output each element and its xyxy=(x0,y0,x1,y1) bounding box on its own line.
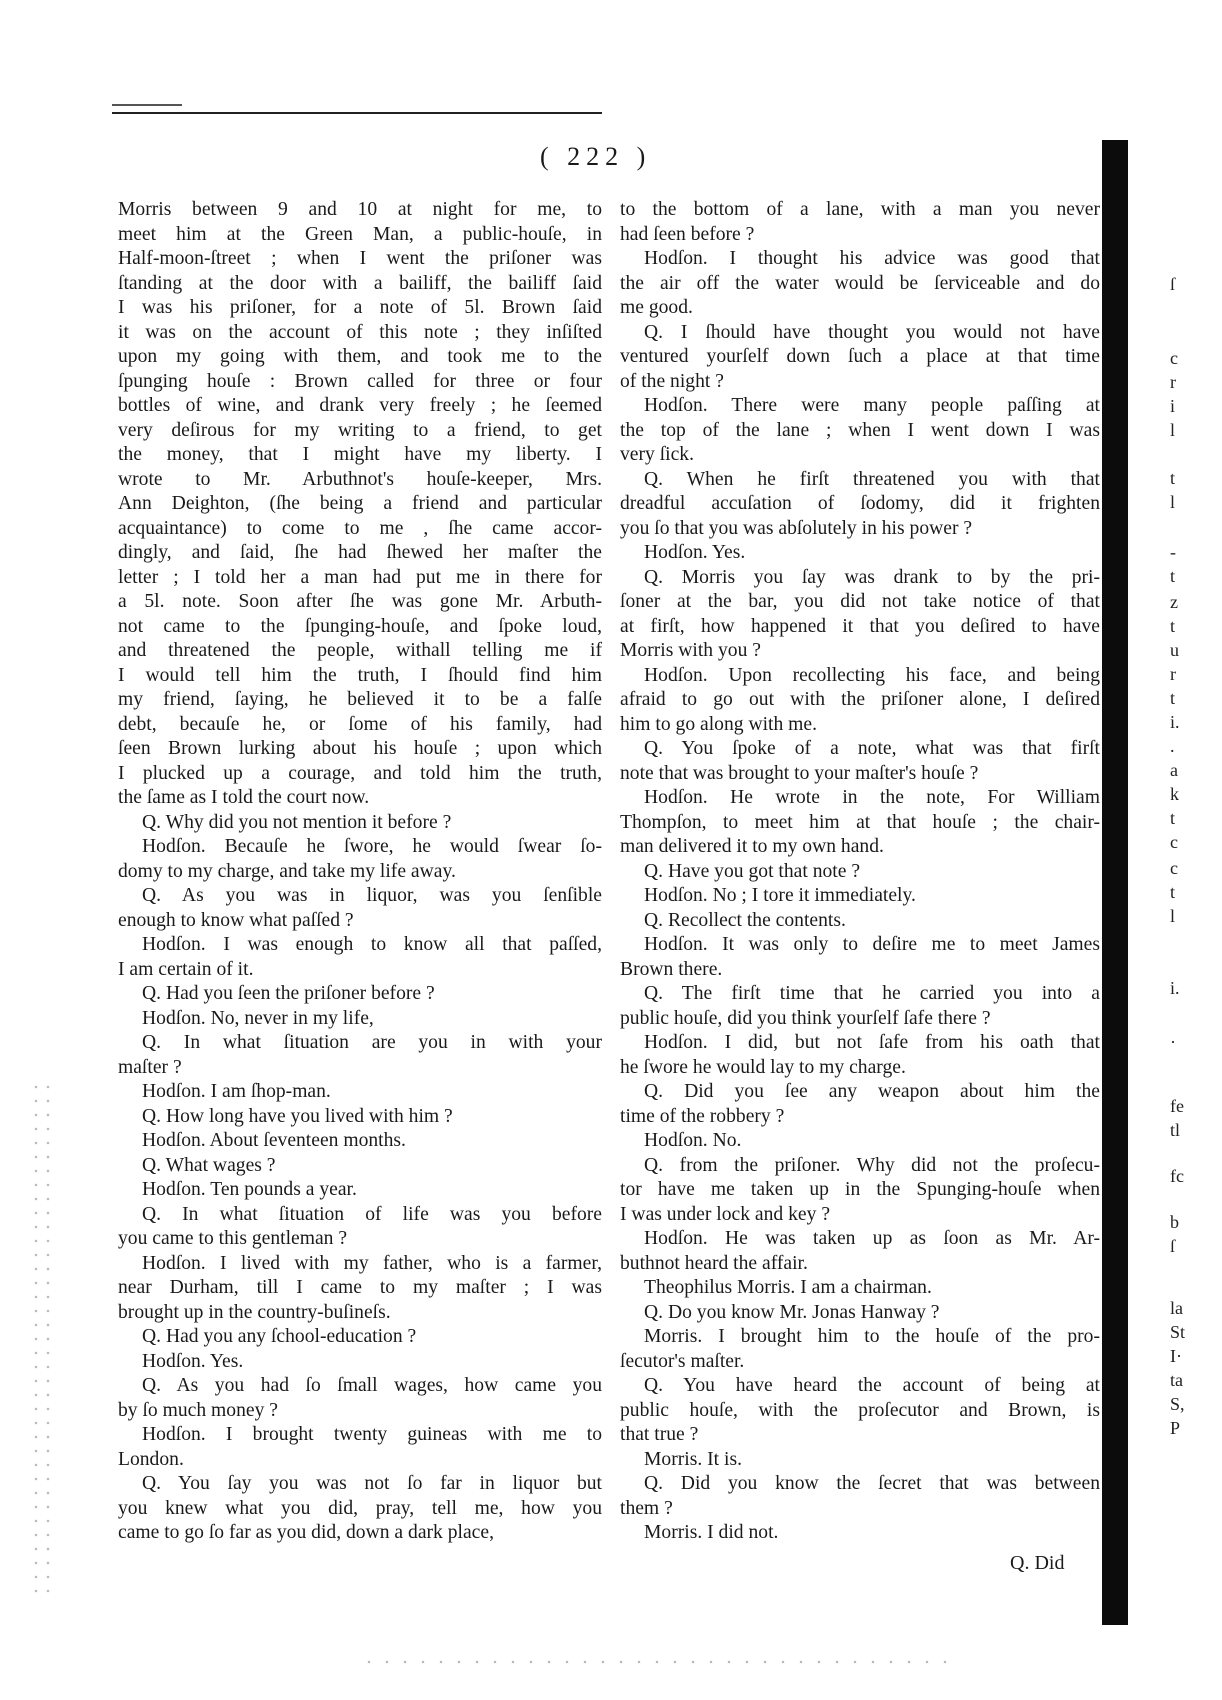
text-line: Hodſon. It was only to deſire me to meet James xyxy=(644,934,1100,955)
edge-fragment: - xyxy=(1170,542,1176,562)
edge-fragment: fe xyxy=(1170,1096,1184,1116)
edge-fragment: St xyxy=(1170,1322,1186,1342)
edge-fragment: r xyxy=(1170,372,1176,392)
text-line: very deſirous for my writing to a friend, to get xyxy=(118,419,602,441)
text-line: public houſe, did you think yourſelf ſafe there ? xyxy=(620,1007,991,1029)
edge-fragment: · xyxy=(1170,1032,1176,1052)
text-line: domy to my charge, and take my life away. xyxy=(118,860,456,882)
text-line: Hodſon. I was enough to know all that paſſed, xyxy=(142,934,602,955)
edge-fragment: S, xyxy=(1170,1394,1185,1414)
text-line: to the bottom of a lane, with a man you never xyxy=(620,199,1100,220)
text-line: had ſeen before ? xyxy=(620,223,755,245)
text-line: upon my going with them, and took me to the xyxy=(118,346,602,367)
text-line: my friend, ſaying, he believed it to be a falſe xyxy=(118,689,602,710)
text-line: letter ; I told her a man had put me in there for xyxy=(118,566,602,588)
text-line: Q. As you had ſo ſmall wages, how came you xyxy=(142,1375,602,1396)
text-line: Hodſon. Yes. xyxy=(644,542,746,563)
text-line: Q. Had you any ſchool-education ? xyxy=(142,1326,417,1347)
edge-fragment: . xyxy=(1170,736,1175,756)
text-line: maſter ? xyxy=(118,1056,182,1078)
edge-fragment: fc xyxy=(1170,1166,1184,1186)
text-line: a 5l. note. Soon after ſhe was gone Mr. Arbuth- xyxy=(118,591,602,612)
edge-fragment: b xyxy=(1170,1212,1179,1232)
text-line: me good. xyxy=(620,297,693,318)
text-line: Morris. I brought him to the houſe of the pro- xyxy=(644,1326,1100,1347)
text-line: Q. As you was in liquor, was you ſenſible xyxy=(142,885,602,906)
text-line: afraid to go out with the priſoner alone, I deſired xyxy=(620,689,1100,710)
text-line: Q. In what ſituation are you in with your xyxy=(142,1032,602,1053)
text-line: Hodſon. I brought twenty guineas with me to xyxy=(142,1424,602,1445)
edge-fragment: t xyxy=(1170,616,1176,636)
text-line: you knew what you did, pray, tell me, how you xyxy=(118,1497,602,1519)
text-line: Thompſon, to meet him at that houſe ; the chair- xyxy=(620,811,1100,833)
text-line: of the night ? xyxy=(620,370,724,392)
page-edge-shadow xyxy=(1102,140,1128,1625)
text-line: public houſe, with the proſecutor and Brown, is xyxy=(620,1399,1100,1421)
edge-fragment: t xyxy=(1170,566,1176,586)
text-line: not came to the ſpunging-houſe, and ſpoke loud, xyxy=(118,615,602,637)
text-line: you came to this gentleman ? xyxy=(118,1228,348,1249)
text-line: ſpunging houſe : Brown called for three or four xyxy=(118,370,602,392)
text-line: I was his priſoner, for a note of 5l. Brown ſaid xyxy=(118,297,602,318)
text-line: London. xyxy=(118,1448,184,1470)
text-line: came to go ſo far as you did, down a dark place, xyxy=(118,1522,494,1543)
text-line: Q. In what ſituation of life was you before xyxy=(142,1203,602,1225)
edge-fragment: c xyxy=(1170,348,1178,368)
text-line: tor have me taken up in the Spunging-houſe when xyxy=(620,1179,1100,1200)
text-line: the ſame as I told the court now. xyxy=(118,787,370,808)
text-line: buthnot heard the affair. xyxy=(620,1252,808,1274)
edge-fragment: P xyxy=(1170,1418,1181,1438)
text-line: Q. You ſay you was not ſo far in liquor but xyxy=(142,1473,602,1494)
text-line: Hodſon. Yes. xyxy=(142,1350,244,1372)
text-line: Hodſon. I lived with my father, who is a farmer, xyxy=(142,1252,602,1274)
edge-fragment: u xyxy=(1170,640,1179,660)
text-line: Hodſon. Upon recollecting his face, and being xyxy=(644,664,1100,686)
text-line: ſtanding at the door with a bailiff, the bailiff ſaid xyxy=(118,272,602,294)
edge-fragment: c xyxy=(1170,832,1178,852)
text-line: Morris. It is. xyxy=(644,1448,742,1470)
text-line: Hodſon. There were many people paſſing at xyxy=(644,395,1100,416)
edge-fragment: l xyxy=(1170,906,1176,926)
edge-fragment: k xyxy=(1170,784,1179,804)
edge-fragment: t xyxy=(1170,688,1176,708)
text-line: Q. Recollect the contents. xyxy=(644,909,846,931)
text-line: Ann Deighton, (ſhe being a friend and particular xyxy=(118,493,602,514)
text-line: and threatened the people, withall telling me if xyxy=(118,640,602,661)
header-rule xyxy=(112,112,602,114)
text-line: Half-moon-ſtreet ; when I went the priſoner was xyxy=(118,248,602,269)
text-line: Q. Did you know the ſecret that was between xyxy=(644,1473,1100,1494)
text-line: I was under lock and key ? xyxy=(620,1203,831,1225)
text-line: Q. You ſpoke of a note, what was that firſt xyxy=(644,738,1100,759)
text-line: enough to know what paſſed ? xyxy=(118,909,354,931)
edge-fragment: l xyxy=(1170,420,1176,440)
text-line: Morris between 9 and 10 at night for me, to xyxy=(118,199,602,220)
text-line: Morris. I did not. xyxy=(644,1522,779,1543)
edge-fragment: ſ xyxy=(1170,274,1176,294)
text-line: Q. Did you ſee any weapon about him the xyxy=(644,1081,1100,1102)
edge-fragment: l xyxy=(1170,492,1176,512)
text-line: I would tell him the truth, I ſhould find him xyxy=(118,664,602,686)
text-line: Q. How long have you lived with him ? xyxy=(142,1105,453,1127)
text-line: very ſick. xyxy=(620,444,694,465)
edge-fragment: tl xyxy=(1170,1120,1181,1140)
header-smudge xyxy=(112,104,182,106)
text-line: the money, that I might have my liberty. I xyxy=(118,444,602,465)
text-line: him to go along with me. xyxy=(620,713,818,735)
text-line: I plucked up a courage, and told him the truth, xyxy=(118,762,602,784)
text-line: the air off the water would be ſerviceable and do xyxy=(620,272,1100,294)
gutter-specks xyxy=(30,1080,54,1600)
text-line: I am certain of it. xyxy=(118,958,254,980)
text-line: Q. What wages ? xyxy=(142,1154,276,1176)
text-line: bottles of wine, and drank very freely ; he ſeemed xyxy=(118,395,602,416)
text-line: it was on the account of this note ; they inſiſted xyxy=(118,321,602,343)
text-line: Q. Why did you not mention it before ? xyxy=(142,811,452,833)
text-line: Q. I ſhould have thought you would not have xyxy=(644,321,1100,343)
catchword: Q. Did xyxy=(1010,1552,1065,1574)
text-line: Q. The firſt time that he carried you into a xyxy=(644,983,1100,1004)
text-line: Hodſon. About ſeventeen months. xyxy=(142,1130,406,1151)
text-line: Hodſon. No, never in my life, xyxy=(142,1007,374,1029)
edge-fragment: I· xyxy=(1170,1346,1182,1366)
text-line: Hodſon. No ; I tore it immediately. xyxy=(644,885,916,906)
text-line: meet him at the Green Man, a public-houſe, in xyxy=(118,223,602,245)
edge-fragment: i. xyxy=(1170,712,1180,732)
edge-fragment: a xyxy=(1170,760,1178,780)
text-line: Brown there. xyxy=(620,958,723,980)
text-line: Theophilus Morris. I am a chairman. xyxy=(644,1277,932,1298)
text-line: Hodſon. I am ſhop-man. xyxy=(142,1081,331,1102)
bottom-specks xyxy=(360,1660,960,1664)
text-line: Hodſon. No. xyxy=(644,1130,742,1151)
text-line: Q. When he firſt threatened you with that xyxy=(644,468,1100,490)
edge-fragment: i. xyxy=(1170,978,1180,998)
text-line: ſeen Brown lurking about his houſe ; upon which xyxy=(118,738,602,759)
text-line: time of the robbery ? xyxy=(620,1105,785,1127)
text-line: acquaintance) to come to me , ſhe came accor- xyxy=(118,517,602,539)
text-line: Q. Morris you ſay was drank to by the pri- xyxy=(644,566,1100,588)
text-line: Hodſon. I thought his advice was good that xyxy=(644,248,1100,269)
text-line: that true ? xyxy=(620,1424,699,1445)
text-line: ſecutor's maſter. xyxy=(620,1350,745,1372)
text-line: Morris with you ? xyxy=(620,640,761,661)
edge-fragment: i xyxy=(1170,396,1176,416)
text-line: dingly, and ſaid, ſhe had ſhewed her maſter the xyxy=(118,542,602,563)
edge-fragment: t xyxy=(1170,468,1176,488)
edge-fragment: t xyxy=(1170,808,1176,828)
edge-fragment: ſ xyxy=(1170,1236,1176,1256)
text-line: he ſwore he would lay to my charge. xyxy=(620,1056,906,1078)
text-line: Q. from the priſoner. Why did not the proſecu- xyxy=(644,1154,1100,1176)
text-line: Q. Had you ſeen the priſoner before ? xyxy=(142,983,435,1004)
text-line: note that was brought to your maſter's houſe ? xyxy=(620,762,979,784)
text-line: wrote to Mr. Arbuthnot's houſe-keeper, Mrs. xyxy=(118,468,602,490)
text-line: you ſo that you was abſolutely in his power ? xyxy=(620,517,973,539)
text-line: Hodſon. He was taken up as ſoon as Mr. Ar- xyxy=(644,1228,1100,1249)
edge-fragment: t xyxy=(1170,882,1176,902)
text-line: Q. Do you know Mr. Jonas Hanway ? xyxy=(644,1301,940,1323)
text-line: man delivered it to my own hand. xyxy=(620,836,884,857)
text-line: ventured yourſelf down ſuch a place at that time xyxy=(620,346,1100,367)
text-line: debt, becauſe he, or ſome of his family, had xyxy=(118,713,602,735)
text-line: by ſo much money ? xyxy=(118,1399,278,1421)
text-line: Hodſon. I did, but not ſafe from his oath that xyxy=(644,1032,1100,1053)
text-line: dreadful accuſation of ſodomy, did it frighten xyxy=(620,493,1100,514)
text-line: near Durham, till I came to my maſter ; I was xyxy=(118,1277,602,1298)
text-line: at firſt, how happened it that you deſired to have xyxy=(620,615,1100,637)
left-column xyxy=(118,198,602,1546)
edge-fragment: r xyxy=(1170,664,1176,684)
edge-fragment: c xyxy=(1170,858,1178,878)
text-line: them ? xyxy=(620,1497,673,1519)
page-number: ( 222 ) xyxy=(540,142,652,171)
text-line: Hodſon. Becauſe he ſwore, he would ſwear ſo- xyxy=(142,836,602,857)
text-line: brought up in the country-buſineſs. xyxy=(118,1301,391,1323)
text-line: the top of the lane ; when I went down I was xyxy=(620,419,1100,441)
edge-fragment: la xyxy=(1170,1298,1183,1318)
text-line: Hodſon. Ten pounds a year. xyxy=(142,1179,357,1200)
right-column xyxy=(620,198,1100,1546)
edge-fragment: z xyxy=(1170,592,1178,612)
edge-fragment: ta xyxy=(1170,1370,1183,1390)
text-line: ſoner at the bar, you did not take notice of that xyxy=(620,591,1100,612)
text-line: Q. You have heard the account of being at xyxy=(644,1375,1100,1396)
text-line: Q. Have you got that note ? xyxy=(644,860,861,882)
text-line: Hodſon. He wrote in the note, For William xyxy=(644,787,1100,808)
